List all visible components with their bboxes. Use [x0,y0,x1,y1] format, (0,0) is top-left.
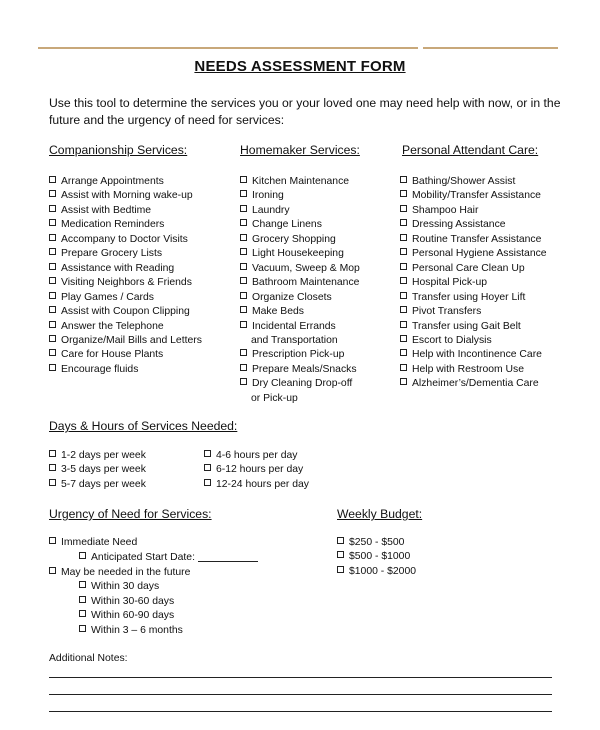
checkbox-icon[interactable] [400,349,407,356]
checkbox-item[interactable]: Arrange Appointments [49,175,202,189]
checkbox-item[interactable]: $1000 - $2000 [337,565,416,579]
checkbox-item[interactable]: Organize Closets [240,291,360,305]
checkbox-item[interactable]: Escort to Dialysis [400,334,547,348]
checkbox-item[interactable]: 6-12 hours per day [204,463,309,477]
checkbox-icon[interactable] [79,625,86,632]
checkbox-icon[interactable] [204,450,211,457]
checkbox-icon[interactable] [400,321,407,328]
checkbox-item[interactable]: Change Linens [240,218,360,232]
checkbox-item[interactable]: Within 3 – 6 months [49,624,258,638]
checkbox-icon[interactable] [49,234,56,241]
intro-text: Use this tool to determine the services you or your loved one may need help with now, or in the future and the urgency of need for services: [49,96,561,127]
checkbox-item[interactable]: Assist with Morning wake-up [49,189,202,203]
checkbox-icon[interactable] [49,205,56,212]
checkbox-icon[interactable] [79,581,86,588]
notes-label: Additional Notes: [49,653,128,664]
checkbox-item[interactable]: Help with Incontinence Care [400,348,547,362]
checkbox-item[interactable]: Within 60-90 days [49,609,258,623]
checkbox-icon[interactable] [240,248,247,255]
checkbox-icon[interactable] [49,306,56,313]
checkbox-icon[interactable] [240,190,247,197]
checkbox-item[interactable]: Assist with Bedtime [49,204,202,218]
checkbox-item[interactable]: Bathroom Maintenance [240,276,360,290]
days-list [49,449,146,492]
checkbox-icon[interactable] [240,176,247,183]
checkbox-item[interactable]: 4-6 hours per day [204,449,309,463]
days-heading: Days & Hours of Services Needed: [49,419,238,433]
checkbox-icon[interactable] [49,277,56,284]
start-date-row: Anticipated Start Date: [49,550,258,565]
checkbox-item[interactable]: Assist with Coupon Clipping [49,305,202,319]
homemaker-list [240,175,360,406]
checkbox-item[interactable]: Prepare Grocery Lists [49,247,202,261]
page-title: NEEDS ASSESSMENT FORM [194,58,406,75]
checkbox-item[interactable]: Transfer using Hoyer Lift [400,291,547,305]
checkbox-icon[interactable] [400,219,407,226]
notes-line[interactable] [49,694,552,695]
checkbox-icon[interactable] [49,364,56,371]
checkbox-icon[interactable] [49,567,56,574]
checkbox-item[interactable]: Kitchen Maintenance [240,175,360,189]
checkbox-icon[interactable] [49,190,56,197]
checkbox-item-continuation: and Transportation [251,334,338,346]
companionship-list [49,175,202,377]
checkbox-item[interactable]: Routine Transfer Assistance [400,233,547,247]
checkbox-item[interactable]: Play Games / Cards [49,291,202,305]
checkbox-item[interactable]: Help with Restroom Use [400,363,547,377]
checkbox-item[interactable]: Ironing [240,189,360,203]
checkbox-icon[interactable] [79,552,86,559]
checkbox-item[interactable]: Within 30 days [49,580,258,594]
checkbox-icon[interactable] [240,364,247,371]
urgency-list [49,536,258,638]
checkbox-item[interactable]: Visiting Neighbors & Friends [49,276,202,290]
checkbox-item[interactable]: Prepare Meals/Snacks [240,363,360,377]
checkbox-icon[interactable] [49,321,56,328]
checkbox-item[interactable]: Medication Reminders [49,218,202,232]
checkbox-icon[interactable] [204,464,211,471]
notes-line[interactable] [49,677,552,678]
checkbox-item[interactable]: Transfer using Gait Belt [400,320,547,334]
checkbox-item[interactable]: Dressing Assistance [400,218,547,232]
checkbox-icon[interactable] [240,277,247,284]
urgency-heading: Urgency of Need for Services: [49,507,212,521]
hours-list [204,449,309,492]
companionship-heading: Companionship Services: [49,143,188,157]
checkbox-icon[interactable] [240,234,247,241]
checkbox-icon[interactable] [49,537,56,544]
checkbox-item[interactable]: Hospital Pick-up [400,276,547,290]
budget-heading: Weekly Budget: [337,507,423,521]
checkbox-icon[interactable] [49,450,56,457]
header-rule-gap [418,45,423,51]
checkbox-item[interactable]: Care for House Plants [49,348,202,362]
checkbox-item[interactable]: Pivot Transfers [400,305,547,319]
checkbox-icon[interactable] [49,248,56,255]
checkbox-icon[interactable] [240,219,247,226]
checkbox-item[interactable]: Encourage fluids [49,363,202,377]
checkbox-icon[interactable] [240,306,247,313]
checkbox-item[interactable]: Answer the Telephone [49,320,202,334]
checkbox-item[interactable]: Incidental Errands [240,320,360,334]
checkbox-icon[interactable] [400,190,407,197]
checkbox-item[interactable]: Vacuum, Sweep & Mop [240,262,360,276]
start-date-field[interactable] [198,550,258,562]
checkbox-icon[interactable] [49,335,56,342]
checkbox-icon[interactable] [400,378,407,385]
checkbox-item[interactable]: Prescription Pick-up [240,348,360,362]
checkbox-item[interactable]: $250 - $500 [337,536,416,550]
budget-list [337,536,416,579]
checkbox-item[interactable]: Make Beds [240,305,360,319]
checkbox-item[interactable]: Laundry [240,204,360,218]
checkbox-icon[interactable] [49,219,56,226]
checkbox-icon[interactable] [49,263,56,270]
checkbox-item-continuation: or Pick-up [251,392,298,404]
homemaker-heading: Homemaker Services: [240,143,360,157]
checkbox-icon[interactable] [400,335,407,342]
checkbox-icon[interactable] [240,292,247,299]
checkbox-icon[interactable] [240,263,247,270]
checkbox-item[interactable]: Alzheimer’s/Dementia Care [400,377,547,391]
checkbox-item[interactable]: Assistance with Reading [49,262,202,276]
checkbox-item[interactable]: Grocery Shopping [240,233,360,247]
attendant-heading: Personal Attendant Care: [402,143,539,157]
checkbox-item[interactable]: Dry Cleaning Drop-off [240,377,360,391]
checkbox-icon[interactable] [240,349,247,356]
notes-line[interactable] [49,711,552,712]
checkbox-icon[interactable] [49,349,56,356]
checkbox-item[interactable]: Light Housekeeping [240,247,360,261]
checkbox-icon[interactable] [79,610,86,617]
checkbox-item[interactable]: 5-7 days per week [49,478,146,492]
checkbox-item[interactable]: 3-5 days per week [49,463,146,477]
checkbox-item[interactable]: Shampoo Hair [400,204,547,218]
checkbox-item[interactable]: Within 30-60 days [49,595,258,609]
checkbox-icon[interactable] [400,205,407,212]
checkbox-item[interactable]: Personal Care Clean Up [400,262,547,276]
checkbox-icon[interactable] [240,378,247,385]
checkbox-icon[interactable] [400,234,407,241]
header-rule [38,47,558,49]
checkbox-icon[interactable] [49,479,56,486]
checkbox-icon[interactable] [400,263,407,270]
checkbox-icon[interactable] [400,176,407,183]
checkbox-icon[interactable] [337,537,344,544]
checkbox-icon[interactable] [400,248,407,255]
checkbox-item[interactable]: $500 - $1000 [337,550,416,564]
checkbox-icon[interactable] [79,596,86,603]
checkbox-icon[interactable] [400,306,407,313]
checkbox-item[interactable]: Mobility/Transfer Assistance [400,189,547,203]
checkbox-icon[interactable] [400,292,407,299]
checkbox-icon[interactable] [49,292,56,299]
checkbox-item[interactable]: 12-24 hours per day [204,478,309,492]
checkbox-item[interactable]: Organize/Mail Bills and Letters [49,334,202,348]
checkbox-icon[interactable] [240,321,247,328]
checkbox-item[interactable]: 1-2 days per week [49,449,146,463]
checkbox-icon[interactable] [400,277,407,284]
checkbox-item[interactable]: Accompany to Doctor Visits [49,233,202,247]
checkbox-icon[interactable] [49,464,56,471]
checkbox-item[interactable]: Personal Hygiene Assistance [400,247,547,261]
checkbox-icon[interactable] [337,551,344,558]
checkbox-icon[interactable] [240,205,247,212]
attendant-list [400,175,547,392]
checkbox-item[interactable]: Immediate Need [49,536,258,550]
checkbox-icon[interactable] [49,176,56,183]
checkbox-item[interactable]: May be needed in the future [49,566,258,580]
checkbox-icon[interactable] [337,566,344,573]
checkbox-item[interactable]: Bathing/Shower Assist [400,175,547,189]
checkbox-icon[interactable] [204,479,211,486]
checkbox-icon[interactable] [400,364,407,371]
